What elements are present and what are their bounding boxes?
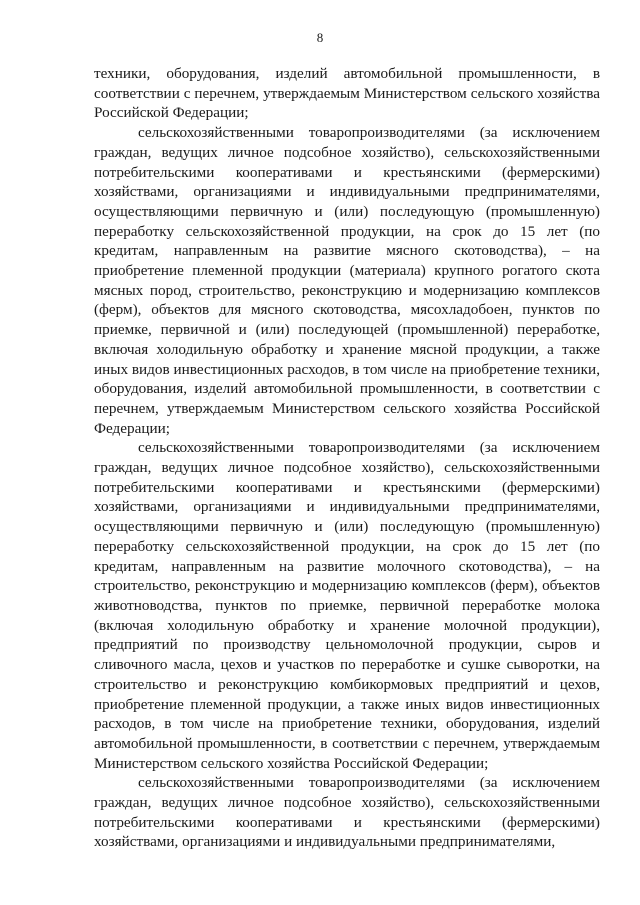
paragraph-producers: сельскохозяйственными товаропроизводителями (за исключением граждан, ведущих личное подсобное хозяйство), сельскохозяйственными потребительскими кооперативами и крестьянскими (фермерскими) хозяйствами, организациями и индивидуальными предпринимателями, xyxy=(94,774,600,851)
document-body xyxy=(94,64,600,852)
paragraph-dairy-cattle: сельскохозяйственными товаропроизводителями (за исключением граждан, ведущих личное подсобное хозяйство), сельскохозяйственными потребительскими кооперативами и крестьянскими (фермерскими) хозяйствами, организациями и индивидуальными предпринимателями, осуществляющими первичную и (или) последующую (промышленную) переработку сельскохозяйственной продукции, на срок до 15 лет (по кредитам, направленным на развитие молочного скотоводства), – на строительство, реконструкцию и модернизацию комплексов (ферм), объектов животноводства, пунктов по приемке, первичной переработке молока (включая холодильную обработку и хранение молочной продукции), предприятий по производству цельномолочной продукции, сыров и сливочного масла, цехов и участков по переработке и сушке сыворотки, на строительство и реконструкцию комбикормовых предприятий и цехов, приобретение племенной продукции, а также иных видов инвестиционных расходов, в том числе на приобретение техники, оборудования, изделий автомобильной промышленности, в соответствии с перечнем, утверждаемым Министерством сельского хозяйства Российской Федерации; xyxy=(94,439,600,772)
page-number: 8 xyxy=(316,30,324,45)
paragraph-continuation: техники, оборудования, изделий автомобильной промышленности, в соответствии с перечнем, утверждаемым Министерством сельского хозяйства Российской Федерации; xyxy=(94,65,600,122)
paragraph-meat-cattle: сельскохозяйственными товаропроизводителями (за исключением граждан, ведущих личное подсобное хозяйство), сельскохозяйственными потребительскими кооперативами и крестьянскими (фермерскими) хозяйствами, организациями и индивидуальными предпринимателями, осуществляющими первичную и (или) последующую (промышленную) переработку сельскохозяйственной продукции, на срок до 15 лет (по кредитам, направленным на развитие мясного скотоводства), – на приобретение племенной продукции (материала) крупного рогатого скота мясных пород, строительство, реконструкцию и модернизацию комплексов (ферм), объектов для мясного скотоводства, мясохладобоен, пунктов по приемке, первичной и (или) последующей (промышленной) переработке, включая холодильную обработку и хранение мясной продукции, а также иных видов инвестиционных расходов, в том числе на приобретение техники, оборудования, изделий автомобильной промышленности, в соответствии с перечнем, утверждаемым Министерством сельского хозяйства Российской Федерации; xyxy=(94,124,600,437)
